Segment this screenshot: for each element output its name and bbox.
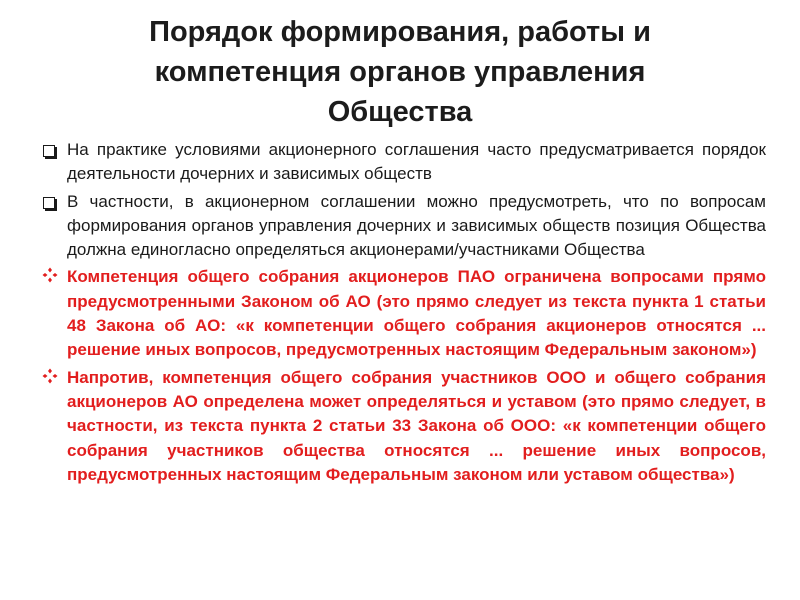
bullet-list — [42, 138, 766, 490]
bullet-text: Компетенция общего собрания акционеров ПАО ограничена вопросами прямо предусмотренными Законом об АО (это прямо следует из текста пункта 1 статьи 48 Закона об АО: «к компетенции общего собрания акционеров относятся ... решение иных вопросов, предусмотренных настоящим Федеральным законом») — [67, 267, 766, 360]
diamond-bullet-icon — [42, 368, 60, 388]
bullet-text: В частности, в акционерном соглашении можно предусмотреть, что по вопросам формирования органов управления дочерних и зависимых обществ позиция Общества должна единогласно определяться акционерами/участниками Общества — [67, 191, 766, 260]
bullet-text: Напротив, компетенция общего собрания участников ООО и общего собрания акционеров АО определена может определяться и уставом (это прямо следует, в частности, из текста пункта 2 статьи 33 Закона об ООО: «к компетенции общего собрания участников общества относятся ... решение иных вопросов, предусмотренных настоящим Федеральным законом или уставом общества») — [67, 367, 766, 484]
slide-title-line: компетенция органов управления — [154, 56, 646, 88]
bullet-item — [42, 265, 766, 362]
slide-title-line: Порядок формирования, работы и — [149, 16, 651, 48]
checkbox-square-icon — [42, 192, 60, 212]
checkbox-square-icon — [42, 140, 60, 160]
slide-title-line: Общества — [327, 96, 473, 128]
bullet-item — [42, 190, 766, 263]
diamond-bullet-icon — [42, 267, 60, 287]
bullet-item — [42, 366, 766, 487]
bullet-item — [42, 138, 766, 187]
bullet-text: На практике условиями акционерного соглашения часто предусматривается порядок деятельности дочерних и зависимых обществ — [67, 140, 766, 184]
slide-title — [90, 12, 710, 132]
